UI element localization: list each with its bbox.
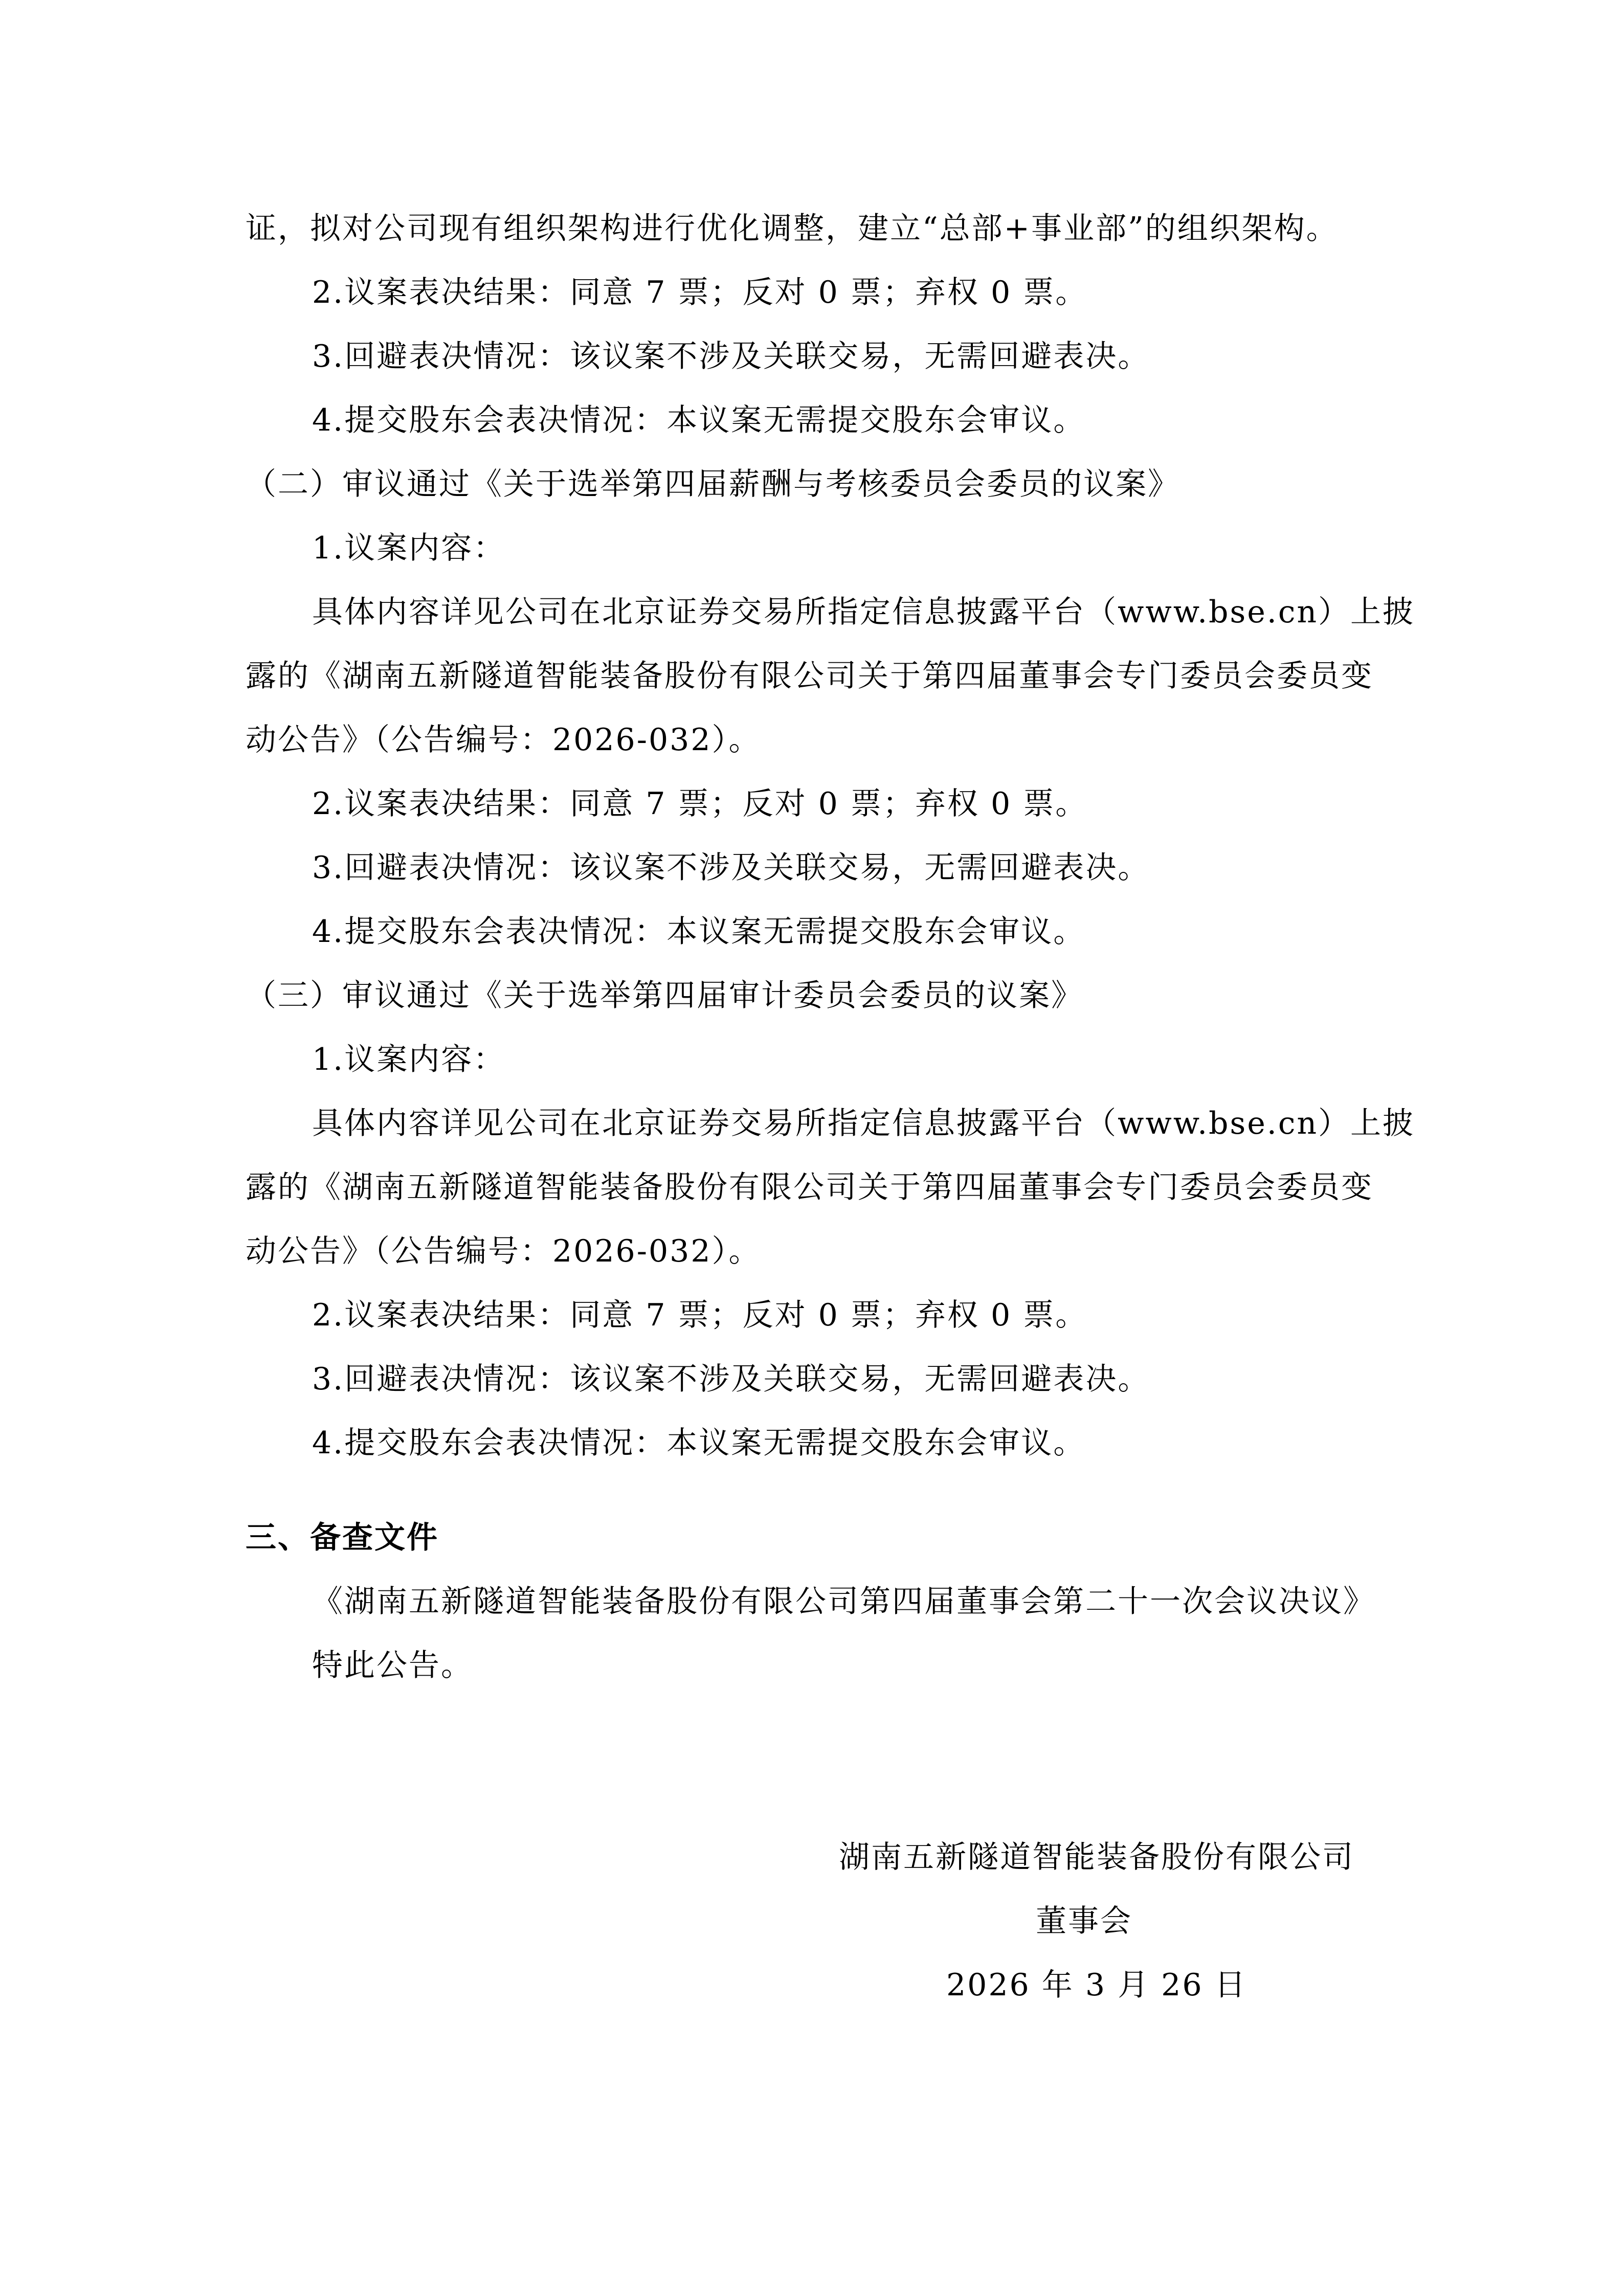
item2-content-label: 1.议案内容： xyxy=(312,530,506,566)
item1-vote-result: 2.议案表决结果：同意 7 票；反对 0 票；弃权 0 票。 xyxy=(312,275,1088,310)
item2-content-line: 动公告》（公告编号：2026-032）。 xyxy=(246,722,761,758)
item1-shareholder: 4.提交股东会表决情况：本议案无需提交股东会审议。 xyxy=(312,402,1086,438)
item3-content-line: 动公告》（公告编号：2026-032）。 xyxy=(246,1233,761,1269)
item3-vote-result: 2.议案表决结果：同意 7 票；反对 0 票；弃权 0 票。 xyxy=(312,1297,1088,1333)
item3-content-line: 具体内容详见公司在北京证券交易所指定信息披露平台（www.bse.cn）上披 xyxy=(312,1106,1415,1141)
section3-heading: 三、备查文件 xyxy=(246,1520,439,1556)
signature-date: 2026 年 3 月 26 日 xyxy=(946,1967,1247,2003)
item3-title: （三）审议通过《关于选举第四届审计委员会委员的议案》 xyxy=(246,978,1083,1014)
item3-shareholder: 4.提交股东会表决情况：本议案无需提交股东会审议。 xyxy=(312,1425,1086,1461)
item2-recusal: 3.回避表决情况：该议案不涉及关联交易，无需回避表决。 xyxy=(312,850,1150,886)
item2-vote-result: 2.议案表决结果：同意 7 票；反对 0 票；弃权 0 票。 xyxy=(312,786,1088,822)
item3-recusal: 3.回避表决情况：该议案不涉及关联交易，无需回避表决。 xyxy=(312,1361,1150,1397)
intro-tail-text: 证，拟对公司现有组织架构进行优化调整，建立“总部+事业部”的组织架构。 xyxy=(246,211,1339,246)
item2-content-line: 露的《湖南五新隧道智能装备股份有限公司关于第四届董事会专门委员会委员变 xyxy=(246,658,1373,694)
item2-shareholder: 4.提交股东会表决情况：本议案无需提交股东会审议。 xyxy=(312,914,1086,950)
reference-document: 《湖南五新隧道智能装备股份有限公司第四届董事会第二十一次会议决议》 xyxy=(312,1584,1375,1619)
item1-recusal: 3.回避表决情况：该议案不涉及关联交易，无需回避表决。 xyxy=(312,339,1150,374)
signature-board: 董事会 xyxy=(1036,1903,1132,1939)
item2-title: （二）审议通过《关于选举第四届薪酬与考核委员会委员的议案》 xyxy=(246,466,1180,502)
item3-content-label: 1.议案内容： xyxy=(312,1042,506,1077)
closing-text: 特此公告。 xyxy=(312,1648,473,1683)
item2-content-line: 具体内容详见公司在北京证券交易所指定信息披露平台（www.bse.cn）上披 xyxy=(312,594,1415,630)
item3-content-line: 露的《湖南五新隧道智能装备股份有限公司关于第四届董事会专门委员会委员变 xyxy=(246,1169,1373,1205)
signature-company: 湖南五新隧道智能装备股份有限公司 xyxy=(839,1839,1354,1875)
